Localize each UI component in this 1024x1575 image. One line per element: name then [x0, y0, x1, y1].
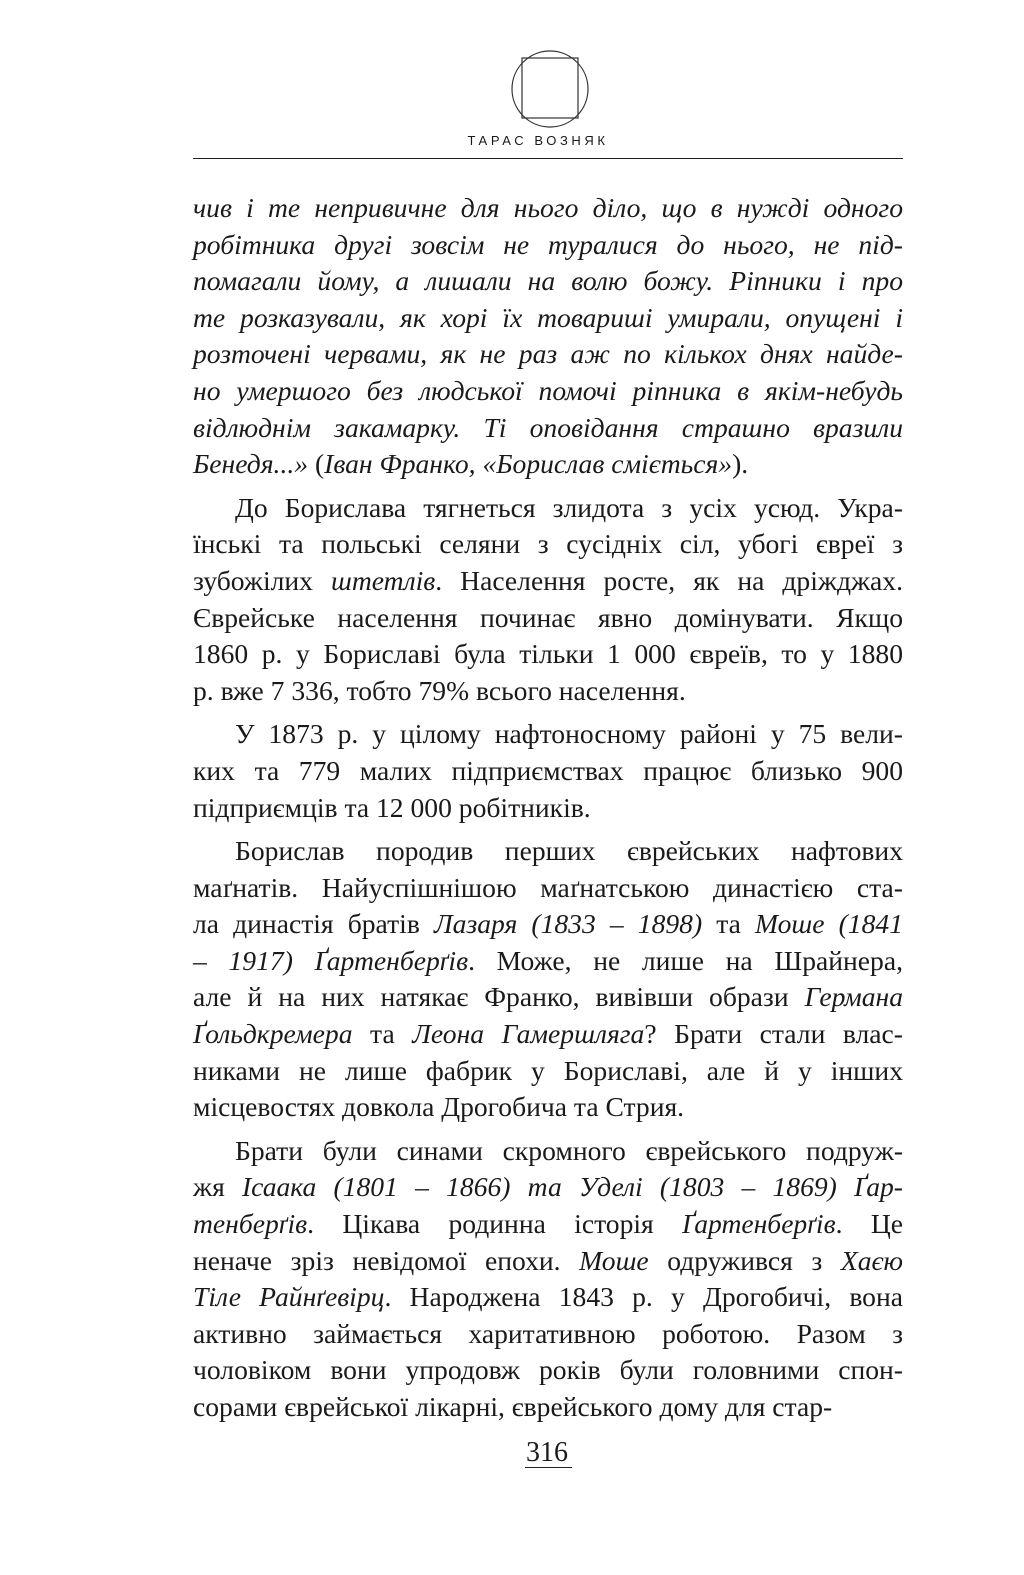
text-run: . Народжена 1843 р. у Дрогобичі, вона: [384, 1281, 903, 1313]
italic-run: Лазаря (1833 – 1898): [433, 908, 703, 940]
text-run: чоловіком вони упродовж років були головними спон-: [193, 1354, 903, 1386]
italic-run: помагали йому, а лишали на волю божу. Ріпники і про: [193, 265, 903, 297]
paragraph: [193, 833, 903, 1126]
italic-run: тенберґів: [193, 1208, 308, 1240]
italic-run: Бенедя...»: [193, 448, 315, 480]
text-run: Борислав породив перших єврейських нафтових: [235, 835, 903, 867]
text-run: але й на них натякає Франко, вивівши образи: [193, 981, 805, 1013]
text-line: [193, 870, 903, 907]
italic-run: те розказували, як хорі їх товариші умирали, опущені і: [193, 301, 903, 333]
text-run: До Борислава тягнеться злидота з усіх усюд. Укра-: [235, 491, 903, 523]
text-line: [193, 716, 903, 753]
text-line: [193, 227, 903, 264]
text-run: сорами єврейської лікарні, єврейського дому для стар-: [193, 1391, 833, 1422]
text-line: [193, 673, 903, 710]
circle-square-emblem: [510, 44, 590, 134]
paragraph: [193, 190, 903, 483]
text-line: [193, 1352, 903, 1389]
italic-run: відлюднім закамарку. Ті оповідання страшно вразили: [193, 411, 903, 443]
italic-run: робітника другі зовсім не туралися до нього, не під-: [193, 228, 903, 260]
text-run: никами не лише фабрик у Бориславі, але й у інших: [193, 1054, 903, 1086]
text-run: та: [702, 908, 756, 940]
text-line: [193, 753, 903, 790]
text-line: [193, 1316, 903, 1353]
text-run: Брати були синами скромного єврейського подруж-: [235, 1134, 903, 1166]
text-run: . Населення росте, як на дріжджах.: [435, 564, 903, 596]
italic-run: Леона Гамершляга: [412, 1018, 645, 1050]
text-run: (: [314, 448, 325, 480]
text-run: жя: [193, 1171, 242, 1203]
page-number: 316: [526, 1437, 568, 1468]
text-line: [193, 446, 903, 483]
text-line: [193, 190, 903, 227]
text-line: [193, 490, 903, 527]
text-line: [193, 979, 903, 1016]
text-line: [193, 1389, 903, 1426]
body-text: [193, 190, 903, 1426]
text-line: [193, 300, 903, 337]
paragraph: [193, 490, 903, 710]
running-head: ТАРАС ВОЗНЯК: [467, 133, 609, 148]
italic-run: розточені червами, як не раз аж по кількох днях найде-: [193, 338, 903, 370]
italic-run: Ісаака (1801 – 1866) та Уделі (1803 – 1869) Ґар-: [241, 1171, 903, 1203]
italic-run: Ґартенберґів: [682, 1208, 836, 1240]
text-run: У 1873 р. у цілому нафтоносному районі у 75 вели-: [235, 718, 903, 750]
text-run: . Цікава родинна історія: [307, 1208, 683, 1240]
text-run: маґнатів. Найуспішнішою маґнатською династією ста-: [193, 871, 903, 903]
text-run: зубожілих: [193, 564, 331, 596]
text-run: ).: [732, 448, 749, 480]
text-line: [193, 373, 903, 410]
italic-run: Іван Франко, «Борислав сміється»: [324, 448, 733, 480]
text-run: неначе зріз невідомої епохи.: [193, 1244, 580, 1276]
italic-run: – 1917) Ґартенберґів: [193, 944, 469, 976]
text-run: р. вже 7 336, тобто 79% всього населення.: [193, 674, 686, 706]
text-line: [193, 1206, 903, 1243]
text-line: [193, 1016, 903, 1053]
page-number-underline: [525, 1467, 572, 1468]
text-run: активно займається харитативною роботою. Разом з: [193, 1317, 903, 1349]
text-run: та: [352, 1018, 413, 1050]
italic-run: Германа: [804, 981, 903, 1013]
text-line: [193, 563, 903, 600]
text-run: ? Брати стали влас-: [644, 1018, 903, 1050]
text-run: . Може, не лише на Шрайнера,: [468, 944, 903, 976]
text-run: Єврейське населення починає явно домінувати. Якщо: [193, 601, 903, 633]
text-run: ких та 779 малих підприємствах працює близько 900: [193, 754, 903, 786]
text-run: 1860 р. у Бориславі була тільки 1 000 євреїв, то у 1880: [193, 638, 903, 670]
text-line: [193, 263, 903, 300]
italic-run: Хаєю: [840, 1244, 903, 1276]
text-line: [193, 943, 903, 980]
italic-run: Ґольдкремера: [193, 1018, 353, 1050]
italic-run: штетлів: [331, 564, 436, 596]
text-line: [193, 833, 903, 870]
italic-run: Тіле Райнґевірц: [193, 1281, 385, 1313]
text-line: [193, 1279, 903, 1316]
text-line: [193, 1089, 903, 1126]
text-line: [193, 600, 903, 637]
text-line: [193, 1053, 903, 1090]
header-rule: [193, 158, 903, 159]
text-line: [193, 336, 903, 373]
paragraph: [193, 1133, 903, 1426]
text-line: [193, 636, 903, 673]
text-line: [193, 906, 903, 943]
italic-run: Моше: [579, 1244, 649, 1276]
italic-run: но умершого без людської помочі ріпника в якім-небудь: [193, 374, 903, 406]
text-run: одружився з: [648, 1244, 841, 1276]
text-line: [193, 1133, 903, 1170]
text-run: . Це: [835, 1208, 903, 1240]
text-run: місцевостях довкола Дрогобича та Стрия.: [193, 1091, 685, 1123]
text-line: [193, 1243, 903, 1280]
text-line: [193, 790, 903, 827]
text-line: [193, 526, 903, 563]
text-run: підприємців та 12 000 робітників.: [193, 791, 591, 823]
text-run: їнські та польські селяни з сусідніх сіл, убогі євреї з: [193, 528, 903, 560]
text-run: ла династія братів: [193, 908, 434, 940]
italic-run: Моше (1841: [755, 908, 903, 940]
paragraph: [193, 716, 903, 826]
text-line: [193, 1169, 903, 1206]
text-line: [193, 410, 903, 447]
italic-run: чив і те непривичне для нього діло, що в нужді одного: [193, 192, 903, 223]
